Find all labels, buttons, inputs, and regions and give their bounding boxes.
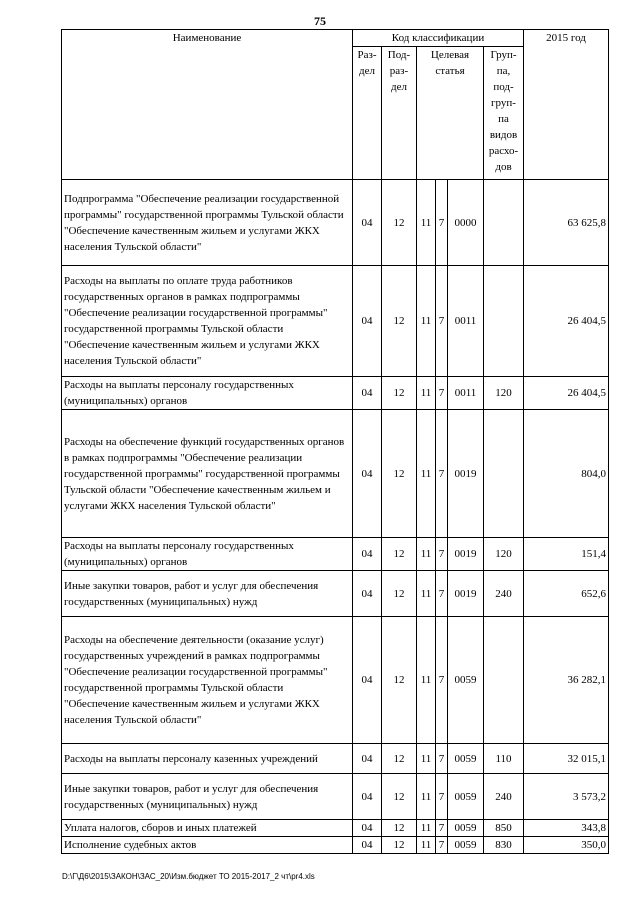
row-target-subprogram: 7	[436, 617, 448, 744]
table-row	[62, 617, 609, 744]
table-row	[62, 837, 609, 854]
row-name: Расходы на выплаты персоналу государственных (муниципальных) органов	[62, 377, 353, 410]
row-amount: 36 282,1	[524, 617, 609, 744]
header-razdel: Раз- дел	[353, 47, 382, 180]
row-razdel: 04	[353, 820, 382, 837]
row-target-direction: 0011	[448, 377, 484, 410]
row-amount: 63 625,8	[524, 180, 609, 266]
row-amount: 343,8	[524, 820, 609, 837]
row-name: Расходы на обеспечение деятельности (оказание услуг) государственных учреждений в рамках подпрограммы "Обеспечение реализации государственной программы" государственной программы Тульской области "Обеспечение качественным жильем и услугами ЖКХ населения Тульской области"	[62, 617, 353, 744]
header-target-article: Целевая статья	[417, 47, 484, 180]
row-name: Иные закупки товаров, работ и услуг для обеспечения государственных (муниципальных) нужд	[62, 571, 353, 617]
row-podrazdel: 12	[382, 774, 417, 820]
row-target-subprogram: 7	[436, 180, 448, 266]
row-target-direction: 0059	[448, 837, 484, 854]
row-razdel: 04	[353, 266, 382, 377]
row-razdel: 04	[353, 180, 382, 266]
row-target-direction: 0059	[448, 820, 484, 837]
row-podrazdel: 12	[382, 617, 417, 744]
row-name: Расходы на обеспечение функций государственных органов в рамках подпрограммы "Обеспечение реализации государственной программы" государственной программы Тульской области "Обеспечение качественным жильем и услугами ЖКХ населения Тульской области"	[62, 410, 353, 538]
row-name: Уплата налогов, сборов и иных платежей	[62, 820, 353, 837]
table-row	[62, 571, 609, 617]
table-row	[62, 266, 609, 377]
row-amount: 804,0	[524, 410, 609, 538]
row-expense-group: 240	[484, 571, 524, 617]
row-podrazdel: 12	[382, 820, 417, 837]
row-target-program: 11	[417, 180, 436, 266]
row-target-program: 11	[417, 820, 436, 837]
row-expense-group: 120	[484, 538, 524, 571]
row-target-program: 11	[417, 266, 436, 377]
header-podrazdel: Под- раз- дел	[382, 47, 417, 180]
row-amount: 151,4	[524, 538, 609, 571]
row-target-subprogram: 7	[436, 571, 448, 617]
row-name: Исполнение судебных актов	[62, 837, 353, 854]
row-amount: 652,6	[524, 571, 609, 617]
row-podrazdel: 12	[382, 837, 417, 854]
row-target-subprogram: 7	[436, 744, 448, 774]
row-name: Расходы на выплаты по оплате труда работников государственных органов в рамках подпрограммы "Обеспечение реализации государственной программы" государственной программы Тульской области "Обеспечение качественным жильем и услугами ЖКХ населения Тульской области"	[62, 266, 353, 377]
row-name: Расходы на выплаты персоналу государственных (муниципальных) органов	[62, 538, 353, 571]
table-row	[62, 774, 609, 820]
row-expense-group: 240	[484, 774, 524, 820]
row-expense-group: 120	[484, 377, 524, 410]
row-expense-group	[484, 180, 524, 266]
row-razdel: 04	[353, 774, 382, 820]
row-razdel: 04	[353, 571, 382, 617]
header-code: Код классификации	[353, 30, 524, 47]
table-row	[62, 820, 609, 837]
row-target-subprogram: 7	[436, 538, 448, 571]
header-name: Наименование	[62, 30, 353, 180]
row-target-direction: 0000	[448, 180, 484, 266]
row-target-direction: 0011	[448, 266, 484, 377]
row-expense-group: 830	[484, 837, 524, 854]
row-target-program: 11	[417, 377, 436, 410]
row-target-subprogram: 7	[436, 774, 448, 820]
row-razdel: 04	[353, 377, 382, 410]
row-name: Расходы на выплаты персоналу казенных учреждений	[62, 744, 353, 774]
row-target-program: 11	[417, 617, 436, 744]
row-target-subprogram: 7	[436, 410, 448, 538]
row-expense-group	[484, 617, 524, 744]
row-expense-group	[484, 266, 524, 377]
page-number: 75	[314, 14, 326, 28]
row-target-direction: 0019	[448, 410, 484, 538]
row-podrazdel: 12	[382, 266, 417, 377]
row-target-subprogram: 7	[436, 266, 448, 377]
row-target-program: 11	[417, 774, 436, 820]
row-target-direction: 0059	[448, 774, 484, 820]
row-amount: 32 015,1	[524, 744, 609, 774]
row-podrazdel: 12	[382, 744, 417, 774]
row-target-program: 11	[417, 837, 436, 854]
row-name: Иные закупки товаров, работ и услуг для обеспечения государственных (муниципальных) нужд	[62, 774, 353, 820]
row-razdel: 04	[353, 538, 382, 571]
table-row	[62, 538, 609, 571]
row-amount: 350,0	[524, 837, 609, 854]
row-razdel: 04	[353, 837, 382, 854]
row-target-subprogram: 7	[436, 837, 448, 854]
table-row	[62, 744, 609, 774]
row-razdel: 04	[353, 744, 382, 774]
row-target-direction: 0019	[448, 538, 484, 571]
row-podrazdel: 12	[382, 377, 417, 410]
row-podrazdel: 12	[382, 180, 417, 266]
row-podrazdel: 12	[382, 538, 417, 571]
row-target-subprogram: 7	[436, 377, 448, 410]
row-podrazdel: 12	[382, 410, 417, 538]
file-path-footer: D:\Г\Д6\2015\ЗАКОН\ЗАС_20\Изм.бюджет ТО 2015-2017_2 чт\pr4.xls	[62, 872, 315, 881]
row-target-program: 11	[417, 538, 436, 571]
row-amount: 26 404,5	[524, 377, 609, 410]
row-target-direction: 0059	[448, 744, 484, 774]
row-target-program: 11	[417, 571, 436, 617]
table-row	[62, 180, 609, 266]
header-group: Груп- па, под- груп- па видов расхо- дов	[484, 47, 524, 180]
row-target-direction: 0059	[448, 617, 484, 744]
row-razdel: 04	[353, 410, 382, 538]
row-expense-group	[484, 410, 524, 538]
table-body	[62, 180, 609, 854]
row-name: Подпрограмма "Обеспечение реализации государственной программы" государственной программы Тульской области "Обеспечение качественным жильем и услугами ЖКХ населения Тульской области"	[62, 180, 353, 266]
row-amount: 3 573,2	[524, 774, 609, 820]
row-target-subprogram: 7	[436, 820, 448, 837]
row-expense-group: 850	[484, 820, 524, 837]
table-row	[62, 377, 609, 410]
budget-table	[61, 29, 609, 854]
row-target-program: 11	[417, 410, 436, 538]
row-expense-group: 110	[484, 744, 524, 774]
row-amount: 26 404,5	[524, 266, 609, 377]
row-target-program: 11	[417, 744, 436, 774]
header-year: 2015 год	[524, 30, 609, 180]
row-podrazdel: 12	[382, 571, 417, 617]
table-row	[62, 410, 609, 538]
row-target-direction: 0019	[448, 571, 484, 617]
row-razdel: 04	[353, 617, 382, 744]
